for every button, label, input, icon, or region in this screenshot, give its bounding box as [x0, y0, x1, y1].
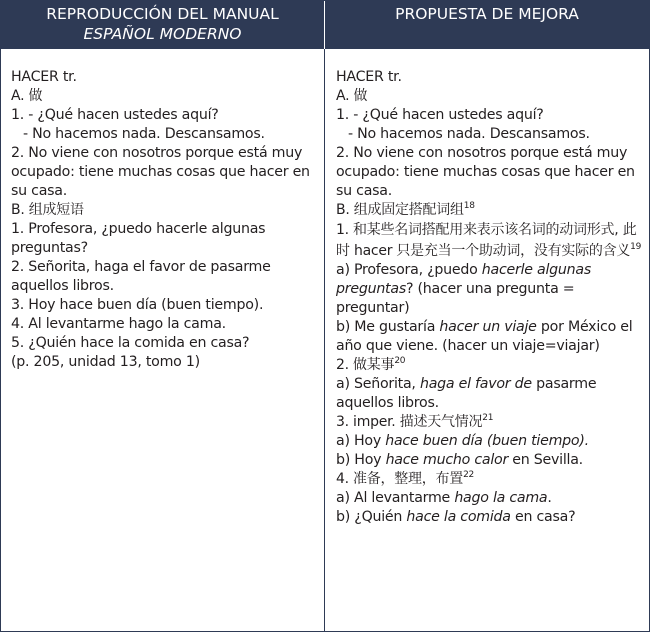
example-line: 2. No viene con nosotros porque está muy ocupado: tiene muchas cosas que hacer en su casa.	[11, 145, 310, 199]
usage-heading	[336, 470, 643, 489]
example-text: en casa?	[510, 509, 576, 525]
example-line: 2. No viene con nosotros porque está muy ocupado: tiene muchas cosas que hacer en su casa.	[336, 145, 635, 199]
example-line	[336, 508, 643, 527]
usage-heading-text: 3. imper. 描述天气情况	[336, 414, 483, 430]
header-proposal	[325, 1, 649, 49]
example-text: pasarme aquellos libros.	[336, 376, 597, 411]
example-line: 1. - ¿Qué hacen ustedes aquí?	[336, 107, 544, 123]
example-line	[336, 375, 643, 413]
highlighted-phrase: hace buen día (buen tiempo).	[385, 433, 589, 449]
section-a-heading: A. 做	[336, 88, 368, 104]
example-line: 5. ¿Quién hace la comida en casa?	[11, 335, 250, 351]
highlighted-phrase: hacer un viaje	[439, 319, 537, 335]
highlighted-phrase: haga el favor de	[419, 376, 532, 392]
footnote-ref: 20	[394, 356, 406, 366]
manual-column	[1, 49, 325, 631]
example-line: 1. - ¿Qué hacen ustedes aquí?	[11, 107, 219, 123]
footnote-ref: 18	[463, 201, 475, 211]
example-line: 4. Al levantarme hago la cama.	[11, 316, 226, 332]
section-b-text: B. 组成固定搭配词组	[336, 202, 464, 218]
highlighted-phrase: hace la comida	[406, 509, 511, 525]
example-text: b) Hoy	[336, 452, 386, 468]
source-reference: (p. 205, unidad 13, tomo 1)	[11, 354, 200, 370]
example-text: en Sevilla.	[508, 452, 583, 468]
usage-note-text: 1. 和某些名词搭配用来表示该名词的动词形式, 此时 hacer 只是充当一个助动词，没有实际的含义	[336, 222, 637, 259]
example-line: - No hacemos nada. Descansamos.	[23, 126, 265, 142]
proposal-column	[325, 49, 649, 631]
highlighted-phrase: hacerle algunas preguntas	[336, 262, 591, 297]
usage-note	[336, 220, 643, 261]
example-text: a) Señorita,	[336, 376, 420, 392]
example-text: a) Profesora, ¿puedo	[336, 262, 482, 278]
example-line: - No hacemos nada. Descansamos.	[348, 126, 590, 142]
footnote-ref: 21	[482, 413, 494, 423]
footnote-ref: 22	[463, 470, 475, 480]
usage-heading-text: 4. 准备，整理，布置	[336, 471, 464, 487]
example-line: 2. Señorita, haga el favor de pasarme aquellos libros.	[11, 259, 271, 294]
example-text: a) Hoy	[336, 433, 386, 449]
example-line	[336, 451, 643, 470]
example-line: 1. Profesora, ¿puedo hacerle algunas preguntas?	[11, 221, 266, 256]
example-line	[336, 318, 643, 356]
usage-heading-text: 2. 做某事	[336, 357, 395, 373]
example-line	[336, 261, 643, 318]
section-b-heading: B. 组成短语	[11, 202, 84, 218]
example-line	[336, 432, 643, 451]
header-proposal-title: PROPUESTA DE MEJORA	[395, 5, 579, 23]
header-manual-subtitle: ESPAÑOL MODERNO	[83, 25, 242, 43]
usage-heading	[336, 356, 643, 375]
example-text: b) Me gustaría	[336, 319, 440, 335]
example-line: 3. Hoy hace buen día (buen tiempo).	[11, 297, 264, 313]
header-manual-title: REPRODUCCIÓN DEL MANUAL	[46, 5, 279, 23]
section-b-heading	[336, 201, 643, 220]
example-text: a) Al levantarme	[336, 490, 455, 506]
header-manual	[1, 1, 325, 49]
example-text: ? (hacer una pregunta = preguntar)	[336, 281, 575, 316]
example-line	[336, 489, 643, 508]
highlighted-phrase: hace mucho calor	[385, 452, 509, 468]
example-text: b) ¿Quién	[336, 509, 407, 525]
example-text: .	[547, 490, 552, 506]
footnote-ref: 19	[630, 241, 642, 252]
highlighted-phrase: hago la cama	[454, 490, 548, 506]
section-a-heading: A. 做	[11, 88, 43, 104]
entry-word: HACER tr.	[336, 69, 402, 85]
entry-word: HACER tr.	[11, 69, 77, 85]
usage-heading	[336, 413, 643, 432]
example-text: por México el año que viene. (hacer un viaje=viajar)	[336, 319, 633, 354]
